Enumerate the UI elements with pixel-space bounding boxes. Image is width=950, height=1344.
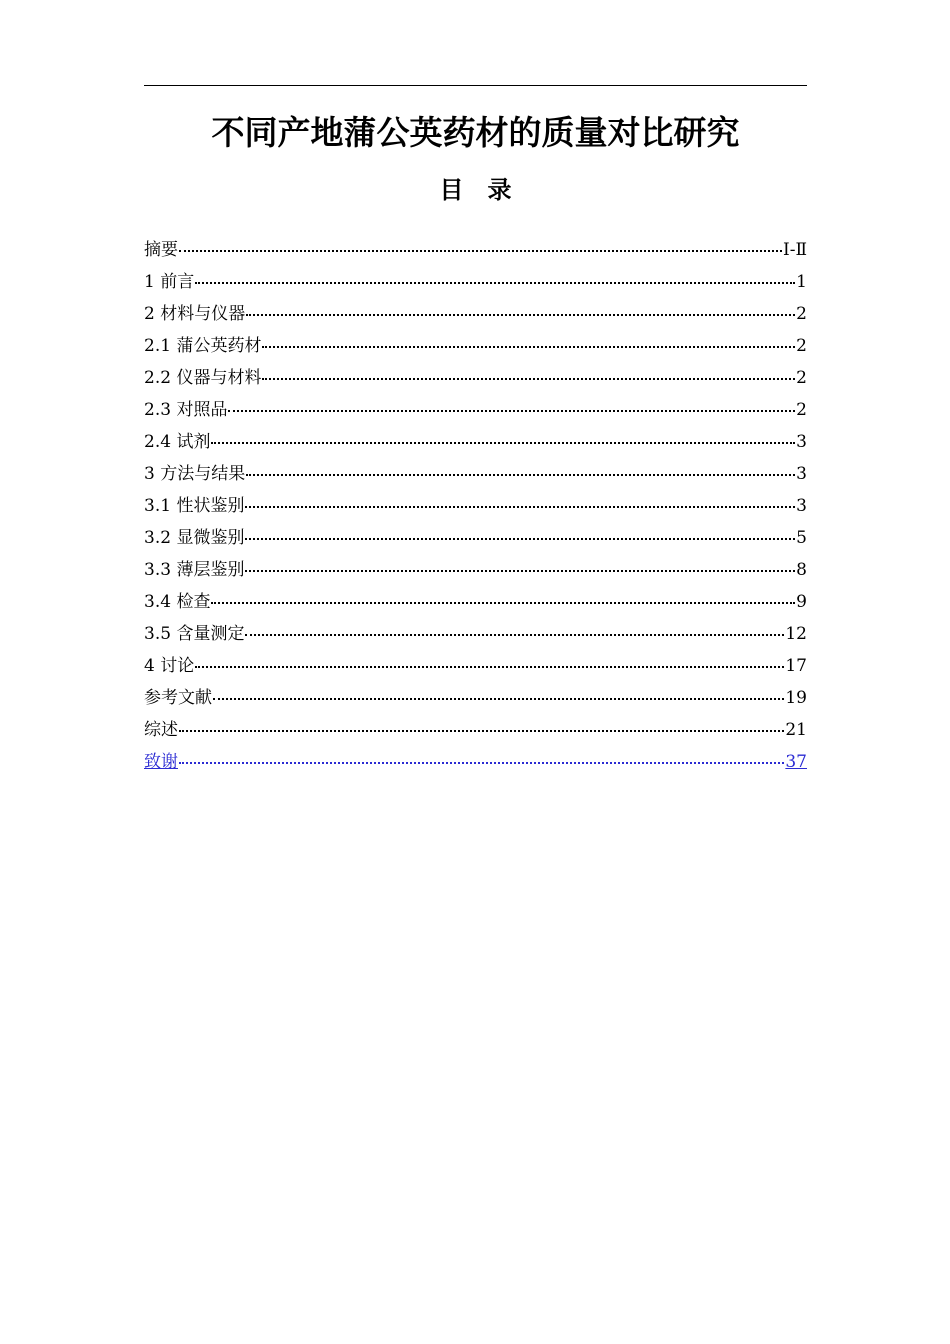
dot-leader <box>195 665 784 668</box>
toc-entry-page: 37 <box>785 752 807 772</box>
toc-entry-dandelion-herb[interactable] <box>144 330 807 362</box>
dot-leader <box>245 537 795 540</box>
toc-entry-page: 3 <box>796 464 807 484</box>
toc-entry-label: 2.1 蒲公英药材 <box>144 336 262 356</box>
toc-entry-microscopic-identification[interactable] <box>144 522 807 554</box>
toc-entry-page: I-Ⅱ <box>782 240 807 260</box>
toc-entry-content-determination[interactable] <box>144 618 807 650</box>
toc-entry-page: 1 <box>796 272 807 292</box>
toc-entry-label: 3.2 显微鉴别 <box>144 528 245 548</box>
toc-entry-instruments-materials[interactable] <box>144 362 807 394</box>
dot-leader <box>228 409 795 412</box>
toc-entry-label: 3.3 薄层鉴别 <box>144 560 245 580</box>
toc-entry-references[interactable] <box>144 682 807 714</box>
toc-entry-methods-results[interactable] <box>144 458 807 490</box>
toc-entry-label: 2.2 仪器与材料 <box>144 368 262 388</box>
dot-leader <box>245 505 795 508</box>
dot-leader <box>179 761 784 764</box>
dot-leader <box>211 601 795 604</box>
toc-entry-page: 21 <box>785 720 807 740</box>
toc-entry-label: 3 方法与结果 <box>144 464 246 484</box>
toc-entry-label: 致谢 <box>144 752 178 772</box>
toc-entry-label: 1 前言 <box>144 272 195 292</box>
toc-entry-tlc-identification[interactable] <box>144 554 807 586</box>
dot-leader <box>246 313 795 316</box>
toc-entry-label: 3.5 含量测定 <box>144 624 245 644</box>
toc-entry-page: 19 <box>785 688 807 708</box>
toc-entry-page: 2 <box>796 336 807 356</box>
toc-entry-label: 综述 <box>144 720 178 740</box>
dot-leader <box>245 633 784 636</box>
dot-leader <box>245 569 795 572</box>
toc-entry-page: 8 <box>796 560 807 580</box>
toc-entry-page: 17 <box>785 656 807 676</box>
toc-entry-page: 5 <box>796 528 807 548</box>
dot-leader <box>213 697 784 700</box>
toc-entry-label: 摘要 <box>144 240 178 260</box>
toc-entry-page: 3 <box>796 496 807 516</box>
dot-leader <box>262 345 795 348</box>
header-rule <box>144 85 807 86</box>
toc-heading: 目 录 <box>439 176 512 204</box>
toc-entry-introduction[interactable] <box>144 266 807 298</box>
toc-entry-page: 12 <box>785 624 807 644</box>
dot-leader <box>179 249 782 252</box>
dot-leader <box>211 441 795 444</box>
toc-entry-inspection[interactable] <box>144 586 807 618</box>
toc-entry-label: 2.4 试剂 <box>144 432 211 452</box>
dot-leader <box>195 281 795 284</box>
toc-entry-page: 3 <box>796 432 807 452</box>
toc-entry-abstract[interactable] <box>144 234 807 266</box>
dot-leader <box>262 377 795 380</box>
toc-entry-page: 2 <box>796 304 807 324</box>
toc-entry-character-identification[interactable] <box>144 490 807 522</box>
toc-entry-label: 2.3 对照品 <box>144 400 228 420</box>
toc-entry-label: 3.4 检查 <box>144 592 211 612</box>
toc-entry-page: 9 <box>796 592 807 612</box>
toc-entry-reference-standard[interactable] <box>144 394 807 426</box>
toc-entry-page: 2 <box>796 400 807 420</box>
toc-entry-materials-instruments[interactable] <box>144 298 807 330</box>
document-title: 不同产地蒲公英药材的质量对比研究 <box>211 113 740 152</box>
toc-entry-label: 4 讨论 <box>144 656 195 676</box>
dot-leader <box>179 729 784 732</box>
toc-entry-page: 2 <box>796 368 807 388</box>
toc-entry-reagents[interactable] <box>144 426 807 458</box>
toc-entry-discussion[interactable] <box>144 650 807 682</box>
table-of-contents <box>144 234 807 778</box>
toc-entry-review[interactable] <box>144 714 807 746</box>
toc-entry-label: 2 材料与仪器 <box>144 304 246 324</box>
dot-leader <box>246 473 795 476</box>
toc-entry-acknowledgements-link[interactable] <box>144 746 807 778</box>
toc-entry-label: 参考文献 <box>144 688 212 708</box>
toc-entry-label: 3.1 性状鉴别 <box>144 496 245 516</box>
